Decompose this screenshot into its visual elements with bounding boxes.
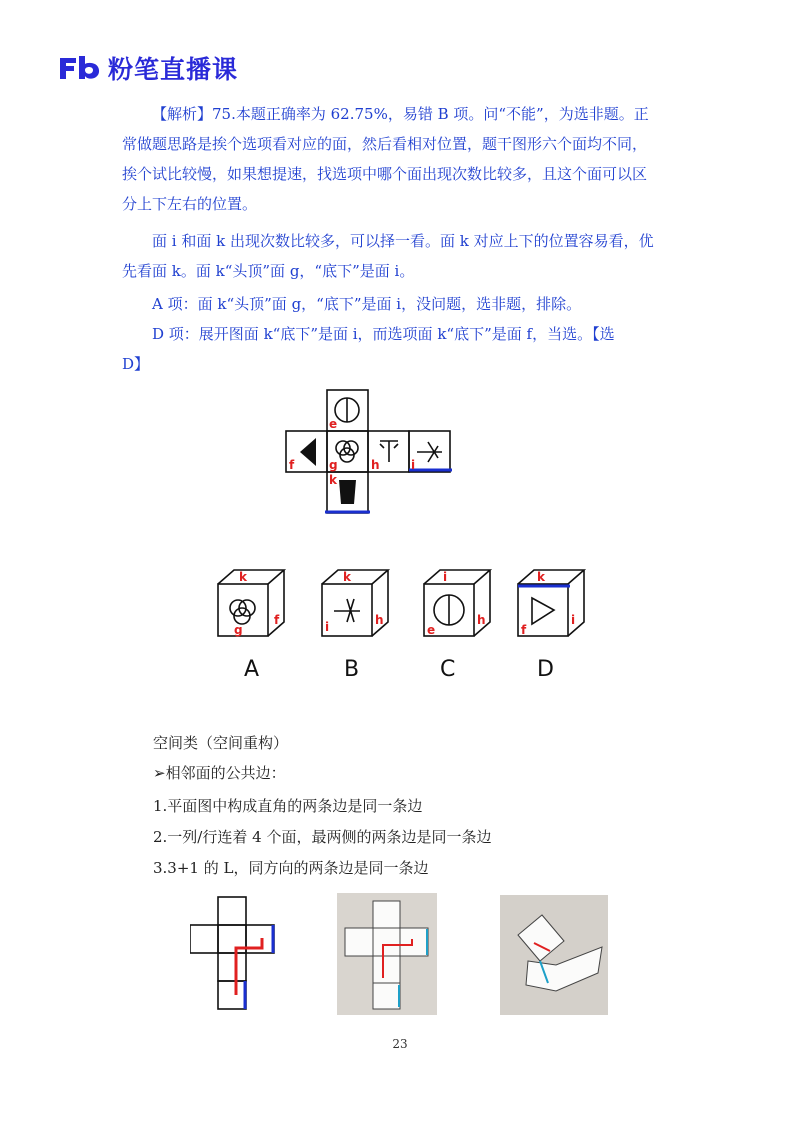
- net-label-f: f: [289, 458, 295, 472]
- svg-text:k: k: [343, 570, 351, 584]
- analysis-line: D】: [122, 355, 150, 373]
- section-title: 空间类（空间重构）: [153, 734, 289, 752]
- option-cubes-figure: [214, 566, 594, 641]
- rule-item: 2.一列/行连着 4 个面，最两侧的两条边是同一条边: [153, 828, 492, 846]
- brand-logo: [58, 50, 238, 86]
- svg-text:i: i: [571, 613, 576, 627]
- page-number: 23: [392, 1037, 408, 1051]
- svg-text:h: h: [375, 613, 384, 627]
- analysis-line: 【解析】75.本题正确率为 62.75%，易错 B 项。问“不能”，为选非题。正: [152, 105, 649, 123]
- analysis-line: 面 i 和面 k 出现次数比较多，可以择一看。面 k 对应上下的位置容易看，优: [152, 232, 654, 250]
- option-d-explanation: [122, 319, 682, 379]
- section-subtitle: ➢相邻面的公共边：: [153, 764, 286, 782]
- cross-net-diagram: [190, 895, 280, 1015]
- analysis-line: 先看面 k。面 k“头顶”面 g，“底下”是面 i。: [122, 262, 415, 280]
- svg-text:k: k: [537, 570, 545, 584]
- fb-logo-icon: [58, 54, 102, 82]
- svg-text:e: e: [427, 623, 436, 637]
- option-label-a: A: [244, 657, 260, 682]
- analysis-line: D 项：展开图面 k“底下”是面 i，而选项面 k“底下”是面 f，当选。【选: [152, 325, 615, 343]
- analysis-line: 分上下左右的位置。: [122, 195, 258, 213]
- net-label-k: k: [329, 473, 337, 487]
- option-label-c: C: [440, 657, 456, 682]
- rule-item: 1.平面图中构成直角的两条边是同一条边: [153, 797, 423, 815]
- analysis-paragraph-2: [122, 226, 682, 286]
- svg-text:i: i: [443, 570, 448, 584]
- svg-text:f: f: [274, 613, 280, 627]
- svg-text:i: i: [325, 620, 330, 634]
- analysis-paragraph: [122, 99, 682, 219]
- svg-text:h: h: [477, 613, 486, 627]
- svg-text:g: g: [234, 623, 243, 637]
- option-a-explanation: A 项：面 k“头顶”面 g，“底下”是面 i，没问题，选非题，排除。: [152, 295, 582, 313]
- option-label-b: B: [344, 657, 360, 682]
- cube-net-figure: [280, 386, 460, 516]
- brand-name: 粉笔直播课: [108, 55, 239, 84]
- option-label-d: D: [537, 657, 554, 682]
- folded-paper-photo: [500, 895, 608, 1015]
- analysis-line: 挨个试比较慢，如果想提速，找选项中哪个面出现次数比较多，且这个面可以区: [122, 165, 648, 183]
- net-label-i: i: [411, 458, 416, 472]
- svg-text:k: k: [239, 570, 247, 584]
- paper-net-photo: [337, 893, 437, 1015]
- net-label-g: g: [329, 458, 338, 472]
- analysis-line: 常做题思路是挨个选项看对应的面，然后看相对位置，题干图形六个面均不同，: [122, 135, 648, 153]
- net-label-h: h: [371, 458, 380, 472]
- net-label-e: e: [329, 417, 338, 431]
- rule-item: 3.3+1 的 L，同方向的两条边是同一条边: [153, 859, 429, 877]
- svg-text:f: f: [521, 623, 527, 637]
